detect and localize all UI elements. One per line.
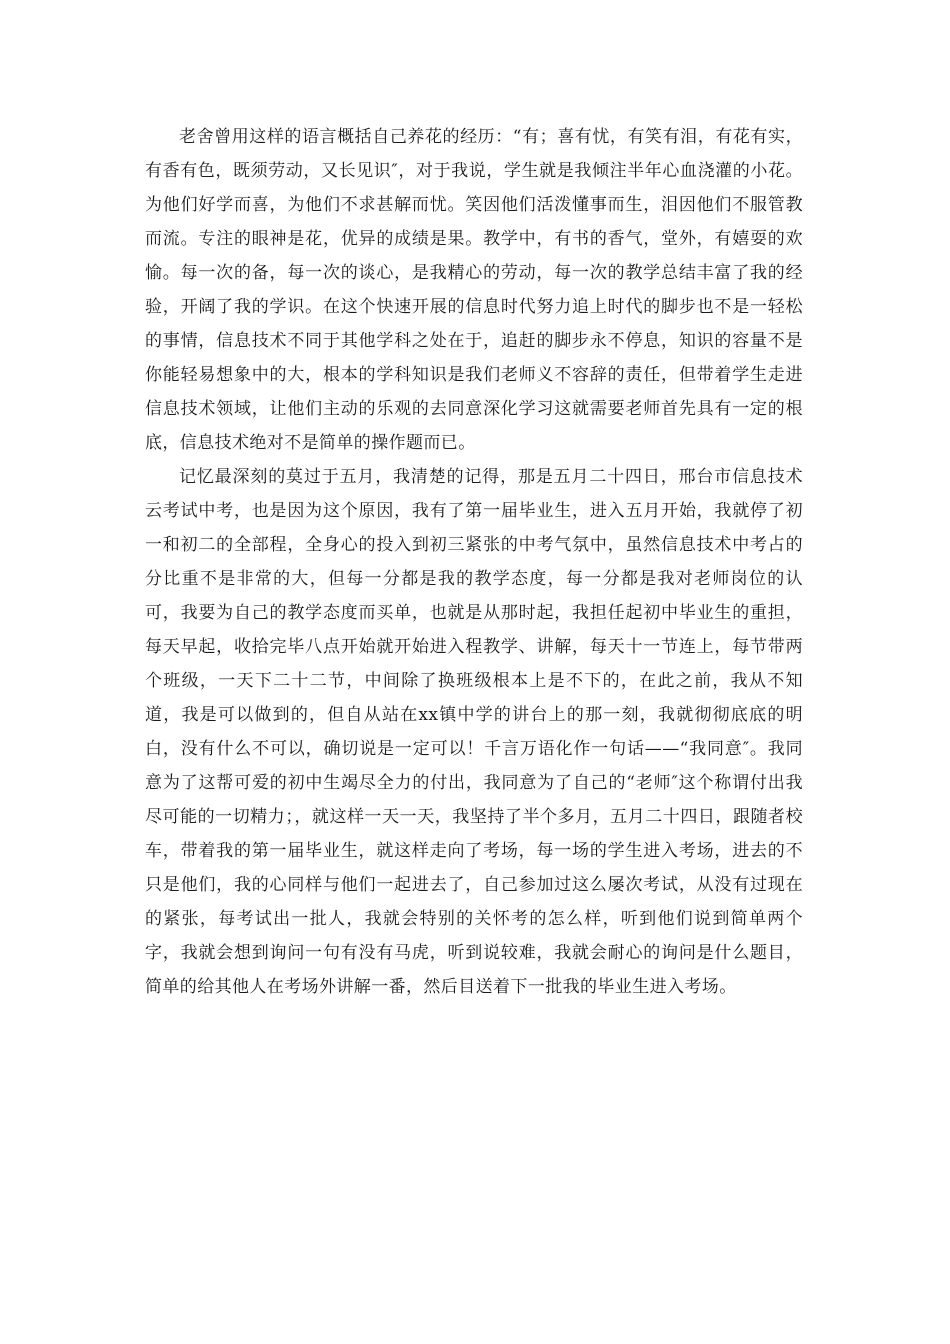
paragraph-1: 老舍曾用这样的语言概括自己养花的经历：“有；喜有忧，有笑有泪，有花有实，有香有色，既须劳动，又长见识″，对于我说，学生就是我倾注半年心血浇灌的小花。为他们好学而喜，为他们不求甚解而忧。笑因他们活泼懂事而生，泪因他们不服管教而流。专注的眼神是花，优异的成绩是果。教学中，有书的香气，堂外，有嬉耍的欢愉。每一次的备，每一次的谈心，是我精心的劳动，每一次的教学总结丰富了我的经验，开阔了我的学识。在这个快速开展的信息时代努力追上时代的脚步也不是一轻松的事情，信息技术不同于其他学科之处在于，追赶的脚步永不停息，知识的容量不是你能轻易想象中的大，根本的学科知识是我们老师义不容辞的责任，但带着学生走进信息技术领域，让他们主动的乐观的去同意深化学习这就需要老师首先具有一定的根底，信息技术绝对不是简单的操作题而已。 xyxy=(145,127,803,453)
paragraph-2: 记忆最深刻的莫过于五月，我清楚的记得，那是五月二十四日，邢台市信息技术云考试中考，也是因为这个原因，我有了第一届毕业生，进入五月开始，我就停了初一和初二的全部程，全身心的投入到初三紧张的中考气氛中，虽然信息技术中考占的分比重不是非常的大，但每一分都是我的教学态度，每一分都是我对老师岗位的认可，我要为自己的教学态度而买单，也就是从那时起，我担任起初中毕业生的重担，每天早起，收拾完毕八点开始就开始进入程教学、讲解，每天十一节连上，每节带两个班级，一天下二十二节，中间除了换班级根本上是不下的，在此之前，我从不知道，我是可以做到的，但自从站在xx镇中学的讲台上的那一刻，我就彻彻底底的明白，没有什么不可以，确切说是一定可以！千言万语化作一句话——“我同意″。我同意为了这帮可爱的初中生竭尽全力的付出，我同意为了自己的“老师″这个称谓付出我尽可能的一切精力；，就这样一天一天，我坚持了半个多月，五月二十四日，跟随者校车，带着我的第一届毕业生，就这样走向了考场，每一场的学生进入考场，进去的不只是他们，我的心同样与他们一起进去了，自己参加过这么屡次考试，从没有过现在的紧张，每考试出一批人，我就会特别的关怀考的怎么样，听到他们说到简单两个字，我就会想到询问一句有没有马虎，听到说较难，我就会耐心的询问是什么题目，简单的给其他人在考场外讲解一番，然后目送着下一批我的毕业生进入考场。 xyxy=(145,467,803,997)
document-body xyxy=(145,120,803,1004)
